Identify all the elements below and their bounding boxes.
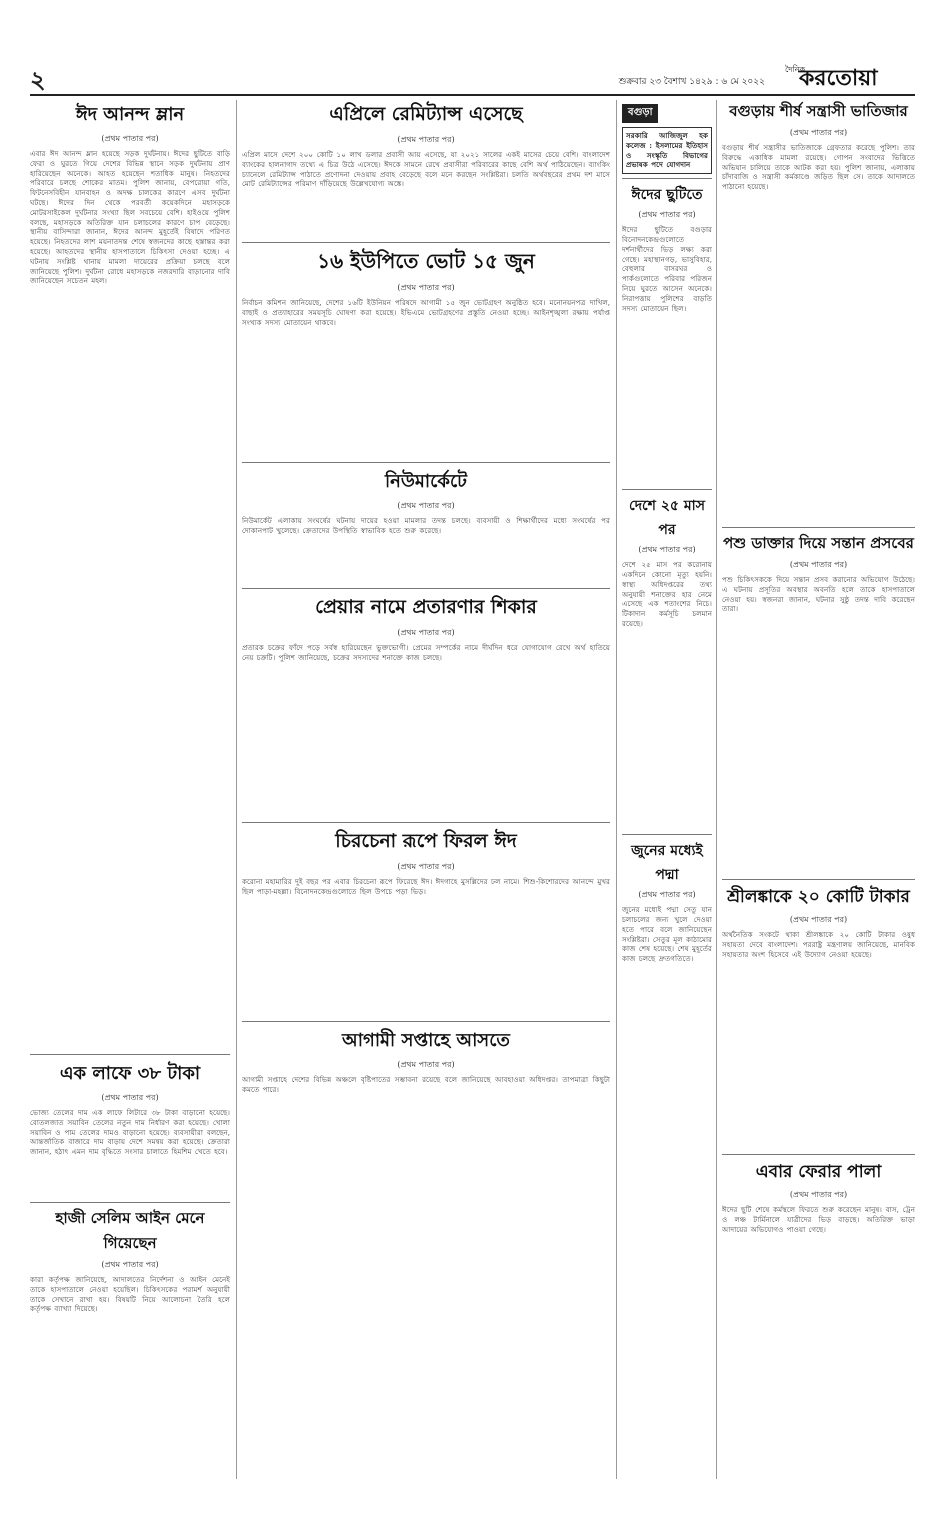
headline-fraud: প্রেয়ার নামে প্রতারণার শিকার [315, 596, 537, 618]
headline-return-journey: এবার ফেরার পালা [755, 1162, 882, 1182]
continued-label: (প্রথম পাতার পর) [397, 1060, 455, 1069]
notice-box: সরকারি আজিজুল হক কলেজ : ইসলামের ইতিহাস ও সংস্কৃতি বিভাগের প্রভাষক পদে যোগদান [622, 127, 712, 174]
continued-label: (প্রথম পাতার পর) [397, 135, 455, 144]
continued-label: (প্রথম পাতার পর) [789, 915, 848, 924]
headline-bogura-terrorist: বগুড়ায় শীর্ষ সন্ত্রাসী ভাতিজার [729, 102, 908, 120]
article-body: আগামী সপ্তাহে দেশের বিভিন্ন অঞ্চলে বৃষ্টিপাতের সম্ভাবনা রয়েছে বলে জানিয়েছে আবহাওয়া অধিদপ্তর। তাপমাত্রা কিছুটা কমতে পারে। [242, 1075, 610, 1094]
continued-label: (প্রথম পাতার পর) [397, 283, 455, 292]
headline-oil: এক লাফে ৩৮ টাকা [59, 1063, 201, 1084]
article-body: ভোজ্য তেলের দাম এক লাফে লিটারে ৩৮ টাকা বাড়ানো হয়েছে। বোতলজাত সয়াবিন তেলের নতুন দাম নির্ধারণ করা হয়েছে। খোলা সয়াবিন ও পাম তেলের দামও বাড়ানো হয়েছে। ব্যবসায়ীরা বলছেন, আন্তর্জাতিক বাজারে দাম বাড়ায় দেশে সমন্বয় করা হয়েছে। ক্রেতারা জানান, হঠাৎ এমন দাম বৃদ্ধিতে সংসার চালাতে হিমশিম খেতে হবে। [30, 1108, 230, 1157]
article-body: এবার ঈদ আনন্দ ম্লান হয়েছে সড়ক দুর্ঘটনায়। ঈদের ছুটিতে বাড়ি ফেরা ও ঘুরতে গিয়ে দেশের বিভিন্ন স্থানে সড়ক দুর্ঘটনায় প্রাণ হারিয়েছেন অনেকে। আহত হয়েছেন শতাধিক মানুষ। নিহতদের পরিবারে চলছে শোকের মাতম। পুলিশ জানায়, বেপরোয়া গতি, ফিটনেসবিহীন যানবাহন ও অদক্ষ চালকের কারণে এসব দুর্ঘটনা ঘটছে। ঈদের দিন থেকে পরবর্তী কয়েকদিনে মহাসড়কে মোটরসাইকেল দুর্ঘটনার সংখ্যা ছিল সবচেয়ে বেশি। হাইওয়ে পুলিশ বলছে, মহাসড়কে অতিরিক্ত যান চলাচলের কারণে চাপ বেড়েছে। স্থানীয় বাসিন্দারা জানান, ঈদের আনন্দ মুহূর্তেই বিষাদে পরিণত হয়েছে। নিহতদের লাশ ময়নাতদন্ত শেষে স্বজনদের কাছে হস্তান্তর করা হয়েছে। আহতদের স্থানীয় হাসপাতালে চিকিৎসা দেওয়া হচ্ছে। এ ঘটনায় সংশ্লিষ্ট থানায় মামলা দায়েরের প্রক্রিয়া চলছে বলে জানিয়েছে পুলিশ। দুর্ঘটনা রোধে মহাসড়কে নজরদারি বাড়ানোর দাবি জানিয়েছেন সচেতন মহল। [30, 149, 230, 286]
continued-label: (প্রথম পাতার পর) [397, 628, 455, 637]
page-header [30, 60, 915, 96]
headline-eid-holiday: ঈদের ছুটিতে [631, 187, 703, 204]
headline-eid-returns: চিরচেনা রূপে ফিরল ঈদ [335, 830, 517, 852]
masthead-small: দৈনিক [785, 65, 806, 74]
continued-label: (প্রথম পাতার পর) [101, 134, 159, 143]
headline-up-election: ১৬ ইউপিতে ভোট ১৫ জুন [317, 249, 535, 273]
headline-srilanka: শ্রীলঙ্কাকে ২০ কোটি টাকার [727, 887, 910, 907]
column-2 [242, 100, 610, 1225]
article-body: কারা কর্তৃপক্ষ জানিয়েছে, আদালতের নির্দেশনা ও আইন মেনেই তাকে হাসপাতালে নেওয়া হয়েছিল। চিকিৎসকের পরামর্শ অনুযায়ী তাকে সেখানে রাখা হয়। বিষয়টি নিয়ে আলোচনা তৈরি হলে কর্তৃপক্ষ ব্যাখ্যা দিয়েছে। [30, 1275, 230, 1314]
article-body: অর্থনৈতিক সংকটে থাকা শ্রীলঙ্কাকে ২০ কোটি টাকার ওষুধ সহায়তা দেবে বাংলাদেশ। পররাষ্ট্র মন্ত্রণালয় জানিয়েছে, মানবিক সহায়তার অংশ হিসেবে এই উদ্যোগ নেওয়া হয়েছে। [722, 930, 915, 959]
headline-25-months: দেশে ২৫ মাস পর [629, 498, 705, 539]
column-divider [236, 100, 237, 1479]
column-1 [30, 100, 230, 909]
page-number: ২ [30, 66, 46, 94]
article-body: পশু চিকিৎসককে দিয়ে সন্তান প্রসব করানোর অভিযোগ উঠেছে। এ ঘটনায় প্রসূতির অবস্থার অবনতি হলে তাকে হাসপাতালে নেওয়া হয়। স্বজনরা জানান, ঘটনার সুষ্ঠু তদন্ত দাবি করেছেন তারা। [722, 575, 915, 614]
column-divider [616, 100, 617, 1479]
article-body: ঈদের ছুটি শেষে কর্মস্থলে ফিরতে শুরু করেছেন মানুষ। বাস, ট্রেন ও লঞ্চ টার্মিনালে যাত্রীদের ভিড় বাড়ছে। অতিরিক্ত ভাড়া আদায়ের অভিযোগও পাওয়া গেছে। [722, 1205, 915, 1234]
column-1-bottom [30, 1050, 230, 1395]
continued-label: (প্রথম পাতার পর) [397, 862, 455, 871]
dateline: শুক্রবার ২৩ বৈশাখ ১৪২৯ : ৬ মে ২০২২ [618, 77, 765, 87]
masthead-logo [783, 60, 915, 90]
continued-label: (প্রথম পাতার পর) [397, 501, 455, 510]
article-body: নিউমার্কেট এলাকায় সংঘর্ষের ঘটনায় দায়ের হওয়া মামলার তদন্ত চলছে। ব্যবসায়ী ও শিক্ষার্থীদের মধ্যে সংঘর্ষের পর দোকানপাট খুলেছে। ক্রেতাদের উপস্থিতি স্বাভাবিক হতে শুরু করেছে। [242, 516, 610, 535]
headline-haji-selim: হাজী সেলিম আইন মেনে গিয়েছেন [55, 1209, 205, 1252]
column-4 [722, 100, 915, 1345]
headline-next-week: আগামী সপ্তাহে আসতে [342, 1030, 510, 1051]
headline-padma: জুনের মধ্যেই পদ্মা [631, 843, 703, 884]
article-body: করোনা মহামারির দুই বছর পর এবার চিরচেনা রূপে ফিরেছে ঈদ। ঈদগাহে মুসল্লিদের ঢল নামে। শিশু-কিশোরদের আনন্দে মুখর ছিল পাড়া-মহল্লা। বিনোদনকেন্দ্রগুলোতে ছিল উপচে পড়া ভিড়। [242, 877, 610, 896]
continued-label: (প্রথম পাতার পর) [789, 128, 848, 137]
continued-label: (প্রথম পাতার পর) [101, 1260, 159, 1269]
section-tag: বগুড়া [622, 104, 658, 123]
continued-label: (প্রথম পাতার পর) [101, 1093, 159, 1102]
article-body: বগুড়ায় শীর্ষ সন্ত্রাসীর ভাতিজাকে গ্রেফতার করেছে পুলিশ। তার বিরুদ্ধে একাধিক মামলা রয়েছে। গোপন সংবাদের ভিত্তিতে অভিযান চালিয়ে তাকে আটক করা হয়। পুলিশ জানায়, এলাকায় চাঁদাবাজি ও সন্ত্রাসী কর্মকাণ্ডে জড়িত ছিল সে। তাকে আদালতে পাঠানো হয়েছে। [722, 143, 915, 192]
article-body: দেশে ২৫ মাস পর করোনায় একদিনে কোনো মৃত্যু হয়নি। স্বাস্থ্য অধিদপ্তরের তথ্য অনুযায়ী শনাক্তের হার নেমে এসেছে এক শতাংশের নিচে। টিকাদান কর্মসূচি চলমান রয়েছে। [622, 560, 712, 628]
continued-label: (প্রথম পাতার পর) [638, 210, 696, 220]
article-body: নির্বাচন কমিশন জানিয়েছে, দেশের ১৬টি ইউনিয়ন পরিষদে আগামী ১৫ জুন ভোটগ্রহণ অনুষ্ঠিত হবে। মনোনয়নপত্র দাখিল, বাছাই ও প্রত্যাহারের সময়সূচি ঘোষণা করা হয়েছে। ইভিএমে ভোটগ্রহণের প্রস্তুতি নেওয়া হচ্ছে। আইনশৃঙ্খলা রক্ষায় পর্যাপ্ত সংখ্যক সদস্য মোতায়েন থাকবে। [242, 298, 610, 327]
continued-label: (প্রথম পাতার পর) [638, 890, 696, 900]
column-divider [716, 100, 717, 1479]
continued-label: (প্রথম পাতার পর) [789, 560, 848, 569]
article-body: জুনের মধ্যেই পদ্মা সেতু যান চলাচলের জন্য খুলে দেওয়া হতে পারে বলে জানিয়েছেন সংশ্লিষ্টরা। সেতুর মূল কাঠামোর কাজ শেষ হয়েছে। শেষ মুহূর্তের কাজ চলছে দ্রুতগতিতে। [622, 905, 712, 964]
article-body: প্রতারক চক্রের ফাঁদে পড়ে সর্বস্ব হারিয়েছেন ভুক্তভোগী। প্রেমের সম্পর্কের নামে দীর্ঘদিন ধরে যোগাযোগ রেখে অর্থ হাতিয়ে নেয় চক্রটি। পুলিশ জানিয়েছে, চক্রের সদস্যদের শনাক্তে কাজ চলছে। [242, 643, 610, 662]
article-body: ঈদের ছুটিতে বগুড়ার বিনোদনকেন্দ্রগুলোতে দর্শনার্থীদের ভিড় লক্ষ্য করা গেছে। মহাস্থানগড়, ভাসুবিহার, বেহুলার বাসরঘর ও পার্কগুলোতে পরিবার পরিজন নিয়ে ঘুরতে আসেন অনেকে। নিরাপত্তায় পুলিশের বাড়তি সদস্য মোতায়েন ছিল। [622, 225, 712, 313]
headline-remittance: এপ্রিলে রেমিট্যান্স এসেছে [329, 103, 523, 125]
headline-vet-delivery: পশু ডাক্তার দিয়ে সন্তান প্রসবের [723, 534, 914, 552]
continued-label: (প্রথম পাতার পর) [789, 1190, 848, 1199]
column-3 [622, 100, 712, 1155]
continued-label: (প্রথম পাতার পর) [638, 545, 696, 555]
headline-eid: ঈদ আনন্দ ম্লান [75, 104, 185, 125]
masthead-name: করতোয়া [799, 66, 878, 91]
headline-newmarket: নিউমার্কেটে [385, 471, 467, 492]
article-body: এপ্রিল মাসে দেশে ২০০ কোটি ১০ লাখ ডলার প্রবাসী আয় এসেছে, যা ২০২১ সালের একই মাসের চেয়ে বেশি। বাংলাদেশ ব্যাংকের হালনাগাদ তথ্যে এ চিত্র উঠে এসেছে। ঈদকে সামনে রেখে প্রবাসীরা পরিবারের কাছে বেশি অর্থ পাঠিয়েছেন। ব্যাংকিং চ্যানেলে রেমিট্যান্স পাঠাতে প্রণোদনা দেওয়ায় প্রবাহ বেড়েছে বলে মনে করছেন সংশ্লিষ্টরা। চলতি অর্থবছরের প্রথম দশ মাসে মোট রেমিট্যান্সের পরিমাণ দাঁড়িয়েছে উল্লেখযোগ্য অঙ্কে। [242, 150, 610, 189]
